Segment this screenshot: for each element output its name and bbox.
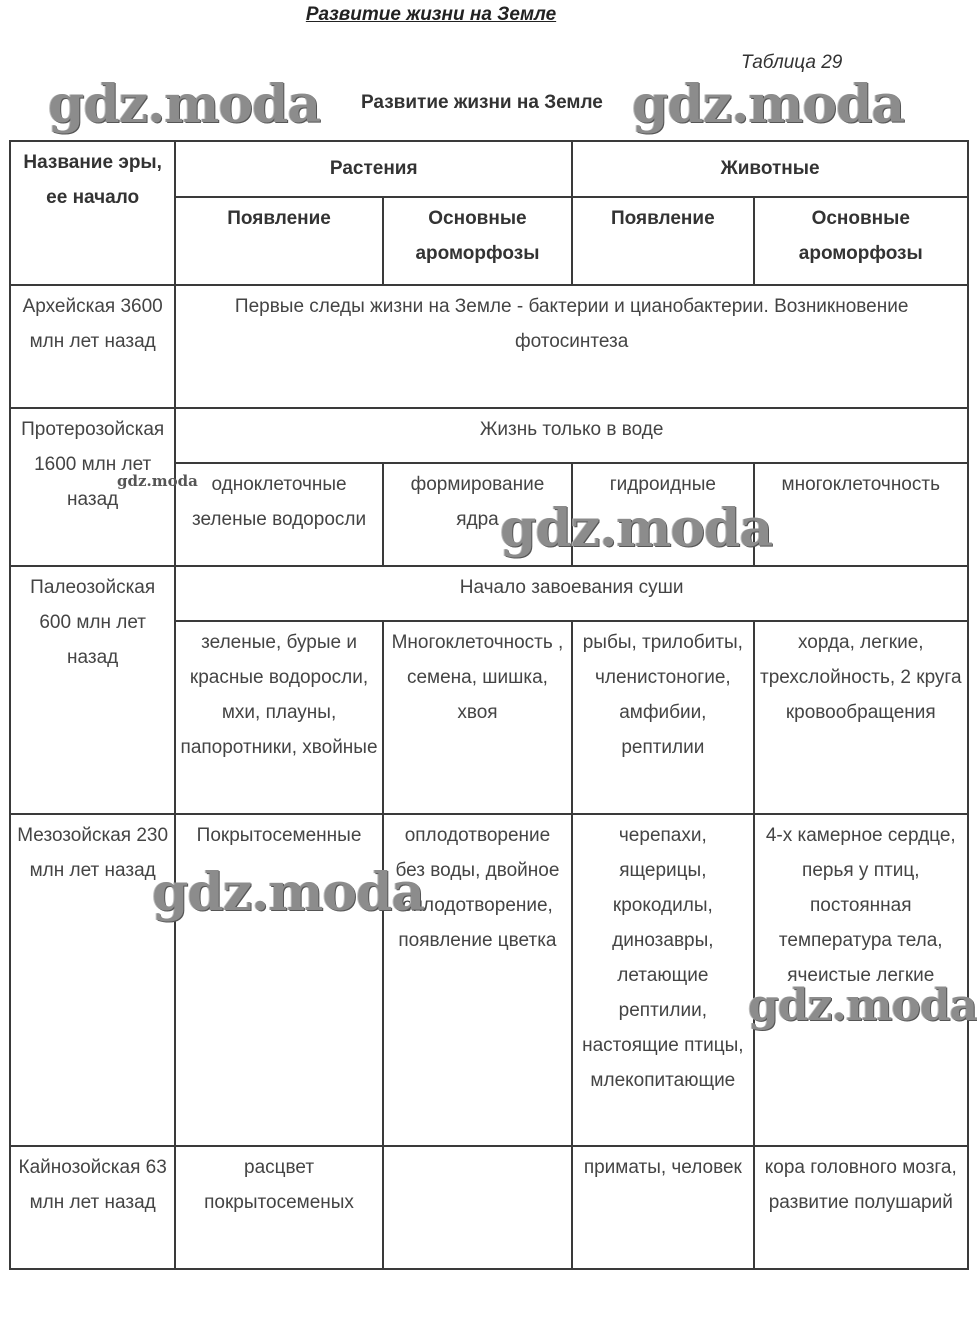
plants-appearance-cell: зеленые, бурые и красные водоросли, мхи, плауны, папоротники, хвойные (175, 621, 382, 814)
header-plants-appearance: Появление (175, 197, 382, 285)
header-plants-aromorphoses: Основные ароморфозы (383, 197, 572, 285)
animals-aromorphoses-cell: многоклеточность (754, 463, 968, 566)
plants-aromorphoses-cell (383, 1146, 572, 1269)
header-animals-aromorphoses: Основные ароморфозы (754, 197, 968, 285)
plants-aromorphoses-cell: оплодотворение без воды, двойное оплодотворение, появление цветка (383, 814, 572, 1146)
header-plants: Растения (175, 141, 572, 197)
plants-appearance-cell: расцвет покрытосеменых (175, 1146, 382, 1269)
header-animals: Животные (572, 141, 968, 197)
watermark: gdz.moda (152, 862, 425, 923)
header-era: Название эры, ее начало (10, 141, 175, 285)
animals-aromorphoses-cell: хорда, легкие, трехслойность, 2 круга кровообращения (754, 621, 968, 814)
animals-appearance-cell: черепахи, ящерицы, крокодилы, динозавры, летающие рептилии, настоящие птицы, млекопитающие (572, 814, 753, 1146)
watermark: gdz.moda (117, 472, 198, 490)
table-title: Развитие жизни на Земле (361, 92, 603, 113)
table-number: Таблица 29 (741, 52, 843, 73)
animals-aromorphoses-cell: 4-х камерное сердце, перья у птиц, постоянная температура тела, ячеистые легкие (754, 814, 968, 1146)
plants-aromorphoses-cell: формирование ядра (383, 463, 572, 566)
era-name: Архейская 3600 млн лет назад (10, 285, 175, 408)
era-name: Палеозойская 600 млн лет назад (10, 566, 175, 814)
plants-aromorphoses-cell: Многоклеточность , семена, шишка, хвоя (383, 621, 572, 814)
watermark: gdz.moda (632, 74, 905, 135)
era-name: Мезозойская 230 млн лет назад (10, 814, 175, 1146)
era-name: Кайнозойская 63 млн лет назад (10, 1146, 175, 1269)
animals-aromorphoses-cell: кора головного мозга, развитие полушарий (754, 1146, 968, 1269)
header-animals-appearance: Появление (572, 197, 753, 285)
life-development-table (9, 140, 969, 1270)
era-summary: Начало завоевания суши (175, 566, 968, 621)
animals-appearance-cell: гидроидные (572, 463, 753, 566)
animals-appearance-cell: рыбы, трилобиты, членистоногие, амфибии, рептилии (572, 621, 753, 814)
animals-appearance-cell: приматы, человек (572, 1146, 753, 1269)
era-summary: Первые следы жизни на Земле - бактерии и цианобактерии. Возникновение фотосинтеза (175, 285, 968, 408)
page-title: Развитие жизни на Земле (305, 4, 557, 25)
era-name: Протерозойская 1600 млн лет назад (10, 408, 175, 566)
watermark: gdz.moda (48, 74, 321, 135)
era-summary: Жизнь только в воде (175, 408, 968, 463)
plants-appearance-cell: Покрытосеменные (175, 814, 382, 1146)
watermark: gdz.moda (500, 498, 773, 559)
watermark: gdz.moda (748, 980, 977, 1031)
plants-appearance-cell: одноклеточные зеленые водоросли (175, 463, 382, 566)
